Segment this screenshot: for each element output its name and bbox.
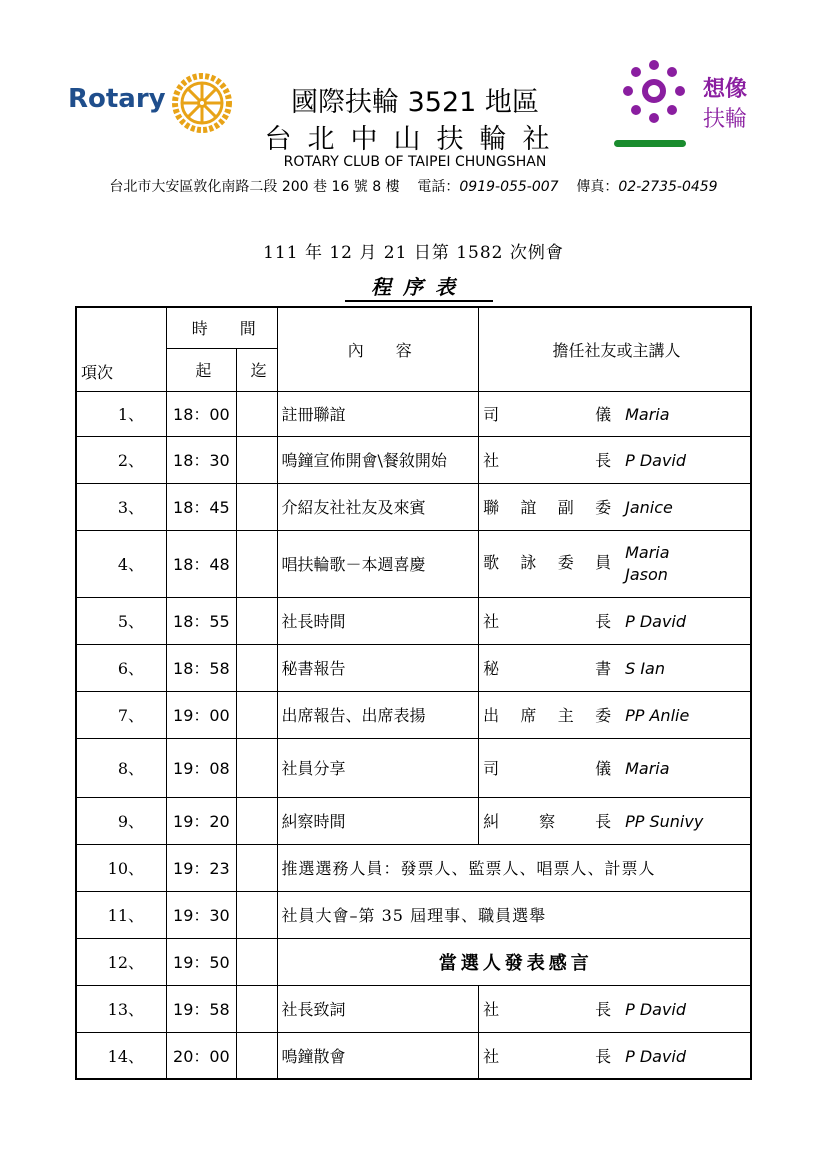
end-time <box>236 391 277 436</box>
table-row <box>76 797 751 844</box>
presenter-role: 秘書 <box>483 659 612 678</box>
presenter-role: 糾察長 <box>483 812 612 831</box>
imagine-burst-icon <box>610 58 700 153</box>
presenter-name: Maria <box>625 405 670 424</box>
presenter-role: 社長 <box>483 1000 612 1019</box>
fax-number: 02-2735-0459 <box>618 179 718 195</box>
presenter-role: 司儀 <box>483 405 612 424</box>
contact-line <box>0 176 827 196</box>
item-number: 6、 <box>76 644 167 691</box>
item-number: 11、 <box>76 891 167 938</box>
table-row <box>76 891 751 938</box>
presenter-names <box>625 542 669 586</box>
item-content: 社員分享 <box>277 738 479 797</box>
start-time: 18：58 <box>167 644 237 691</box>
phone-label: 電話： <box>417 179 460 195</box>
header-item: 項次 <box>76 307 167 391</box>
item-content: 秘書報告 <box>277 644 479 691</box>
presenter-cell <box>479 644 751 691</box>
item-content: 鳴鐘宣佈開會\餐敘開始 <box>277 436 479 483</box>
header-end: 迄 <box>236 348 277 391</box>
presenter-name: PP Sunivy <box>625 812 704 831</box>
header-start: 起 <box>167 348 237 391</box>
table-body <box>76 391 751 1079</box>
end-time <box>236 797 277 844</box>
rotary-wordmark: Rotary <box>68 84 166 114</box>
presenter-name: Maria <box>625 759 670 778</box>
end-time <box>236 644 277 691</box>
start-time: 19：08 <box>167 738 237 797</box>
item-content: 出席報告、出席表揚 <box>277 691 479 738</box>
item-content: 推選選務人員：發票人、監票人、唱票人、計票人 <box>277 844 751 891</box>
start-time: 18：00 <box>167 391 237 436</box>
rotary-word-chinese: 扶輪 <box>703 107 748 132</box>
item-number: 8、 <box>76 738 167 797</box>
presenter-name: P David <box>625 451 687 470</box>
program-table <box>75 306 752 1080</box>
start-time: 18：55 <box>167 597 237 644</box>
presenter-role: 歌詠委員 <box>483 553 612 572</box>
table-row <box>76 691 751 738</box>
end-time <box>236 483 277 530</box>
end-time <box>236 985 277 1032</box>
presenter-name: S Ian <box>625 659 665 678</box>
item-number: 9、 <box>76 797 167 844</box>
presenter-cell <box>479 1032 751 1079</box>
address: 台北市大安區敦化南路二段 200 巷 16 號 8 樓 <box>109 179 400 195</box>
end-time <box>236 938 277 985</box>
table-row <box>76 738 751 797</box>
item-number: 3、 <box>76 483 167 530</box>
item-number: 12、 <box>76 938 167 985</box>
item-content: 社長時間 <box>277 597 479 644</box>
start-time: 19：30 <box>167 891 237 938</box>
header-person: 擔任社友或主講人 <box>479 307 751 391</box>
presenter-role: 出席主委 <box>483 706 612 725</box>
table-row <box>76 985 751 1032</box>
start-time: 19：58 <box>167 985 237 1032</box>
rotary-wheel-icon <box>171 72 233 134</box>
imagine-word: 想像 <box>703 77 748 102</box>
presenter-cell <box>479 797 751 844</box>
item-number: 5、 <box>76 597 167 644</box>
item-content: 社長致詞 <box>277 985 479 1032</box>
start-time: 19：00 <box>167 691 237 738</box>
meeting-info: 111 年 12 月 21 日第 1582 次例會 <box>263 243 564 263</box>
end-time <box>236 844 277 891</box>
start-time: 19：50 <box>167 938 237 985</box>
end-time <box>236 691 277 738</box>
presenter-name: P David <box>625 612 687 631</box>
item-number: 2、 <box>76 436 167 483</box>
item-number: 7、 <box>76 691 167 738</box>
end-time <box>236 530 277 597</box>
fax-label: 傳真： <box>576 179 619 195</box>
presenter-cell <box>479 483 751 530</box>
table-row <box>76 436 751 483</box>
item-content: 當選人發表感言 <box>277 938 751 985</box>
end-time <box>236 891 277 938</box>
presenter-name: PP Anlie <box>625 706 690 725</box>
presenter-name: P David <box>625 1000 687 1019</box>
start-time: 19：20 <box>167 797 237 844</box>
table-row <box>76 391 751 436</box>
end-time <box>236 597 277 644</box>
item-number: 13、 <box>76 985 167 1032</box>
presenter-name: Maria <box>625 542 670 562</box>
presenter-cell <box>479 530 751 597</box>
item-content: 註冊聯誼 <box>277 391 479 436</box>
item-number: 14、 <box>76 1032 167 1079</box>
presenter-cell <box>479 985 751 1032</box>
program-title: 程序表 <box>345 271 493 302</box>
table-row <box>76 938 751 985</box>
item-number: 4、 <box>76 530 167 597</box>
table-row <box>76 530 751 597</box>
header-content: 內 容 <box>277 307 479 391</box>
item-number: 10、 <box>76 844 167 891</box>
item-number: 1、 <box>76 391 167 436</box>
presenter-cell <box>479 691 751 738</box>
end-time <box>236 738 277 797</box>
table-row <box>76 597 751 644</box>
item-content: 鳴鐘散會 <box>277 1032 479 1079</box>
start-time: 18：45 <box>167 483 237 530</box>
table-row <box>76 844 751 891</box>
table-row <box>76 1032 751 1079</box>
start-time: 20：00 <box>167 1032 237 1079</box>
district-title: 國際扶輪 3521 地區 <box>291 87 539 118</box>
table-row <box>76 644 751 691</box>
item-content: 社員大會–第 35 屆理事、職員選舉 <box>277 891 751 938</box>
header-time: 時 間 <box>167 307 277 348</box>
start-time: 18：30 <box>167 436 237 483</box>
presenter-cell <box>479 391 751 436</box>
start-time: 18：48 <box>167 530 237 597</box>
item-content: 唱扶輪歌－本週喜慶 <box>277 530 479 597</box>
phone-number: 0919-055-007 <box>459 179 559 195</box>
presenter-cell <box>479 597 751 644</box>
club-title-english: ROTARY CLUB OF TAIPEI CHUNGSHAN <box>283 154 547 170</box>
item-content: 糾察時間 <box>277 797 479 844</box>
end-time <box>236 1032 277 1079</box>
presenter-role: 社長 <box>483 451 612 470</box>
rotary-logo <box>68 72 233 138</box>
presenter-cell <box>479 738 751 797</box>
imagine-rotary-logo <box>610 58 760 153</box>
presenter-name-2: Jason <box>625 564 668 584</box>
presenter-role: 社長 <box>483 1046 612 1066</box>
end-time <box>236 436 277 483</box>
item-content: 介紹友社社友及來賓 <box>277 483 479 530</box>
club-title-chinese: 台北中山扶輪社 <box>264 124 566 155</box>
table-row <box>76 483 751 530</box>
presenter-role: 社長 <box>483 612 612 631</box>
start-time: 19：23 <box>167 844 237 891</box>
presenter-role: 聯誼副委 <box>483 498 612 517</box>
presenter-role: 司儀 <box>483 759 612 778</box>
presenter-name: Janice <box>625 498 673 517</box>
presenter-name: P David <box>625 1046 687 1066</box>
header-row <box>76 307 751 348</box>
presenter-cell <box>479 436 751 483</box>
